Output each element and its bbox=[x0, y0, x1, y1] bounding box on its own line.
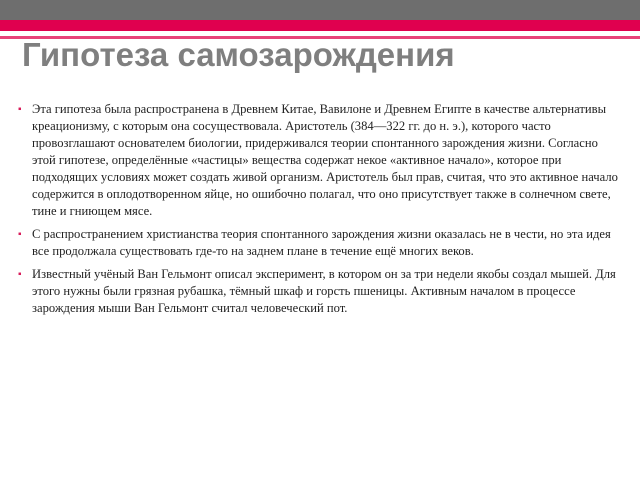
header-band bbox=[0, 0, 640, 20]
slide-body bbox=[18, 101, 624, 323]
bullet-item bbox=[18, 226, 624, 260]
bullet-marker-icon: ▪ bbox=[18, 104, 22, 115]
bullet-text: С распространением христианства теория спонтанного зарождения жизни оказалась не в чести, но эта идея все продолжала существовать где-то на заднем плане в течение ещё многих веков. bbox=[32, 227, 611, 258]
accent-stripe bbox=[0, 20, 640, 31]
bullet-text: Известный учёный Ван Гельмонт описал эксперимент, в котором он за три недели якобы создал мышей. Для этого нужны были грязная рубашка, тёмный шкаф и горсть пшеницы. Активным началом в процессе зарождения мыши Ван Гельмонт считал человеческий пот. bbox=[32, 267, 616, 315]
bullet-item bbox=[18, 101, 624, 220]
bullet-item bbox=[18, 266, 624, 317]
bullet-text: Эта гипотеза была распространена в Древнем Китае, Вавилоне и Древнем Египте в качестве альтернативы креационизму, с которым она сосуществовала. Аристотель (384—322 гг. до н. э.), которого часто провозглашают основателем биологии, придерживался теории спонтанного зарождения жизни. Согласно этой гипотезе, определённые «частицы» вещества содержат некое «активное начало», которое при подходящих условиях может создать живой организм. Аристотель был прав, считая, что это активное начало содержится в оплодотворенном яйце, но ошибочно полагал, что оно присутствует также в солнечном свете, тине и гниющем мясе. bbox=[32, 102, 618, 218]
accent-gap bbox=[596, 31, 640, 36]
slide-title: Гипотеза самозарождения bbox=[22, 36, 455, 73]
bullet-marker-icon: ▪ bbox=[18, 269, 22, 280]
bullet-marker-icon: ▪ bbox=[18, 229, 22, 240]
